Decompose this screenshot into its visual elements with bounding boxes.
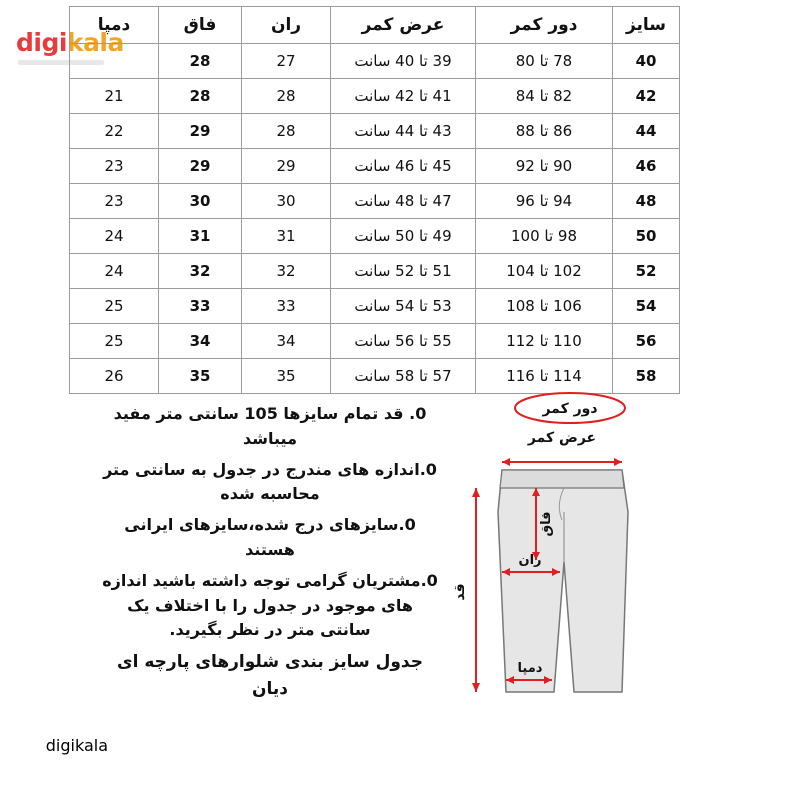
watermark-text-bottom	[16, 736, 108, 755]
note-item: جدول سایز بندی شلوارهای پارچه ای دیان	[117, 652, 423, 699]
table-header-row	[70, 7, 680, 44]
label-waist-circumference: دور کمر	[542, 401, 598, 417]
cell-rise: 30	[159, 184, 242, 219]
cell-waist-circumference: 98 تا 100	[476, 219, 613, 254]
cell-waist-circumference: 106 تا 108	[476, 289, 613, 324]
cell-hem: 25	[70, 324, 159, 359]
table-row	[70, 114, 680, 149]
cell-hem	[70, 44, 159, 79]
cell-rise: 35	[159, 359, 242, 394]
cell-rise: 29	[159, 114, 242, 149]
cell-rise: 31	[159, 219, 242, 254]
table-row	[70, 359, 680, 394]
cell-waist-circumference: 86 تا 88	[476, 114, 613, 149]
watermark-text-bottom-part2: kala	[74, 736, 108, 755]
cell-waist-circumference: 94 تا 96	[476, 184, 613, 219]
cell-hem: 23	[70, 184, 159, 219]
cell-waist-width: 47 تا 48 سانت	[331, 184, 476, 219]
cell-waist-width: 39 تا 40 سانت	[331, 44, 476, 79]
pants-measurement-diagram	[440, 392, 680, 722]
label-hem: دمپا	[517, 661, 543, 676]
cell-thigh: 28	[242, 114, 331, 149]
watermark-text-bottom-part1: digi	[45, 736, 75, 755]
cell-thigh: 34	[242, 324, 331, 359]
pants-shape	[498, 470, 628, 692]
cell-size: 44	[613, 114, 680, 149]
table-row	[70, 289, 680, 324]
cell-hem: 23	[70, 149, 159, 184]
cell-rise: 34	[159, 324, 242, 359]
table-row	[70, 184, 680, 219]
label-thigh: ران	[518, 553, 542, 568]
watermark-logo-bottom	[16, 736, 108, 770]
cell-size: 42	[613, 79, 680, 114]
table-row	[70, 149, 680, 184]
cell-size: 52	[613, 254, 680, 289]
header-thigh: ران	[242, 7, 331, 44]
cell-waist-circumference: 114 تا 116	[476, 359, 613, 394]
size-table-body	[70, 7, 680, 394]
table-row	[70, 254, 680, 289]
cell-thigh: 28	[242, 79, 331, 114]
cell-size: 54	[613, 289, 680, 324]
header-rise: فاق	[159, 7, 242, 44]
cell-rise: 33	[159, 289, 242, 324]
cell-thigh: 27	[242, 44, 331, 79]
notes-list	[100, 392, 440, 722]
length-arrowhead-bottom	[472, 683, 480, 692]
cell-waist-width: 41 تا 42 سانت	[331, 79, 476, 114]
table-row	[70, 324, 680, 359]
cell-hem: 22	[70, 114, 159, 149]
size-table-container	[97, 6, 680, 394]
cell-thigh: 32	[242, 254, 331, 289]
note-item: 0.اندازه های مندرج در جدول به سانتی متر محاسبه شده	[103, 459, 437, 504]
cell-thigh: 30	[242, 184, 331, 219]
cell-waist-width: 55 تا 56 سانت	[331, 324, 476, 359]
waistband-shape	[500, 470, 624, 488]
cell-rise: 28	[159, 44, 242, 79]
header-hem: دمپا	[70, 7, 159, 44]
cell-hem: 21	[70, 79, 159, 114]
cell-hem: 25	[70, 289, 159, 324]
lower-section	[100, 392, 680, 722]
header-size: سایز	[613, 7, 680, 44]
cell-hem: 26	[70, 359, 159, 394]
label-waist-width: عرض کمر	[527, 430, 597, 446]
cell-waist-width: 49 تا 50 سانت	[331, 219, 476, 254]
cell-thigh: 29	[242, 149, 331, 184]
cell-thigh: 35	[242, 359, 331, 394]
waist-width-arrowhead-right	[614, 458, 622, 466]
size-table	[66, 6, 680, 394]
cell-thigh: 33	[242, 289, 331, 324]
cell-rise: 29	[159, 149, 242, 184]
header-waist-circumference: دور کمر	[476, 7, 613, 44]
watermark-text-part1: digi	[16, 28, 67, 57]
cell-waist-circumference: 110 تا 112	[476, 324, 613, 359]
table-row	[70, 79, 680, 114]
watermark-text-part2: kala	[66, 28, 124, 57]
cell-hem: 24	[70, 219, 159, 254]
cell-rise: 28	[159, 79, 242, 114]
length-arrowhead-top	[472, 488, 480, 497]
cell-waist-circumference: 78 تا 80	[476, 44, 613, 79]
cell-size: 50	[613, 219, 680, 254]
cell-size: 40	[613, 44, 680, 79]
cell-waist-circumference: 82 تا 84	[476, 79, 613, 114]
cell-waist-width: 43 تا 44 سانت	[331, 114, 476, 149]
label-rise: فاق	[539, 511, 554, 537]
cell-size: 46	[613, 149, 680, 184]
cell-rise: 32	[159, 254, 242, 289]
cell-waist-circumference: 90 تا 92	[476, 149, 613, 184]
cell-waist-circumference: 102 تا 104	[476, 254, 613, 289]
header-waist-width: عرض کمر	[331, 7, 476, 44]
cell-waist-width: 45 تا 46 سانت	[331, 149, 476, 184]
note-item: 0.سایزهای درج شده،سایزهای ایرانی هستند	[124, 515, 416, 559]
cell-size: 48	[613, 184, 680, 219]
note-item: 0.مشتریان گرامی توجه داشته باشید اندازه های موجود در جدول را با اختلاف یک سانتی متر در نظر بگیرید.	[102, 570, 438, 640]
cell-waist-width: 53 تا 54 سانت	[331, 289, 476, 324]
cell-thigh: 31	[242, 219, 331, 254]
cell-size: 58	[613, 359, 680, 394]
pants-diagram-svg	[440, 392, 680, 712]
table-row	[70, 219, 680, 254]
waist-width-arrowhead-left	[502, 458, 510, 466]
cell-waist-width: 51 تا 52 سانت	[331, 254, 476, 289]
table-row	[70, 44, 680, 79]
cell-waist-width: 57 تا 58 سانت	[331, 359, 476, 394]
note-item: 0. قد تمام سایزها 105 سانتی متر مفید میباشد	[113, 404, 427, 448]
label-length: قد	[452, 583, 468, 601]
cell-size: 56	[613, 324, 680, 359]
cell-hem: 24	[70, 254, 159, 289]
